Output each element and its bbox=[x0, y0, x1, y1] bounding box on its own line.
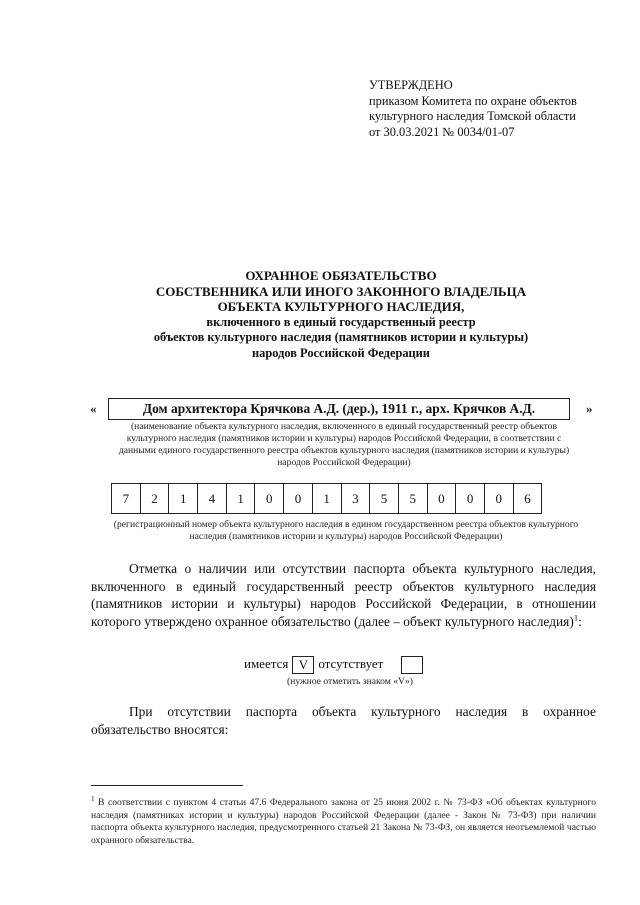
registration-digit[interactable]: 2 bbox=[140, 483, 170, 514]
passport-presence-row bbox=[244, 655, 427, 673]
passport-paragraph bbox=[91, 560, 596, 630]
passport-text-end: : bbox=[578, 613, 582, 629]
registration-digit[interactable]: 0 bbox=[484, 483, 514, 514]
absent-checkbox[interactable] bbox=[401, 656, 423, 674]
registration-digit[interactable]: 3 bbox=[341, 483, 371, 514]
footnote-divider bbox=[91, 785, 243, 786]
present-checkbox[interactable]: V bbox=[292, 656, 314, 674]
passport-text: Отметка о наличии или отсутствии паспорта объекта культурного наследия, включенного в единый государственный реестр объектов культурного наследия (памятников истории и культуры) народов Российской Федерации, в отношении которого утверждено охранное обязательство (далее – объект культурного наследия) bbox=[91, 561, 596, 629]
registration-digit[interactable]: 1 bbox=[168, 483, 198, 514]
approval-heading: УТВЕРЖДЕНО bbox=[369, 78, 453, 92]
title-line-6: народов Российской Федерации bbox=[252, 345, 430, 360]
registration-number-boxes bbox=[112, 483, 542, 513]
footnote-reference: 1 bbox=[573, 612, 579, 623]
registration-digit[interactable]: 0 bbox=[283, 483, 313, 514]
absent-text: При отсутствии паспорта объекта культурного наследия в охранное обязательство вносятся: bbox=[91, 704, 596, 737]
object-name-row bbox=[90, 398, 602, 420]
object-name-field[interactable]: Дом архитектора Крячкова А.Д. (дер.), 1911 г., арх. Крячков А.Д. bbox=[108, 398, 570, 420]
quote-close: » bbox=[586, 401, 593, 416]
title-line-3: ОБЪЕКТА КУЛЬТУРНОГО НАСЛЕДИЯ, bbox=[217, 299, 465, 314]
registration-digit[interactable]: 0 bbox=[427, 483, 457, 514]
registration-digit[interactable]: 6 bbox=[513, 483, 543, 514]
title-line-2: СОБСТВЕННИКА ИЛИ ИНОГО ЗАКОННОГО ВЛАДЕЛЬЦА bbox=[155, 283, 527, 299]
approval-committee-line: культурного наследия Томской области bbox=[369, 109, 576, 123]
approval-order-line: приказом Комитета по охране объектов bbox=[369, 93, 577, 108]
registration-number-caption: (регистрационный номер объекта культурного наследия в едином государственном реестра объектов культурного наследия (памятников истории и культуры) народов Российской Федерации) bbox=[113, 519, 579, 542]
title-line-5: объектов культурного наследия (памятников истории и культуры) bbox=[153, 330, 529, 344]
absent-paragraph bbox=[91, 703, 596, 738]
registration-digit[interactable]: 1 bbox=[312, 483, 342, 514]
object-name-caption: (наименование объекта культурного наследия, включенного в единый государственный реестр объектов культурного наследия (памятников истории и культуры) народов Российской Федерации, в соответствии с данными единого государственного реестра объектов культурного наследия (памятников истории и культуры) народов Российской Федерации) bbox=[118, 421, 570, 468]
registration-digit[interactable]: 5 bbox=[369, 483, 399, 514]
present-label: имеется bbox=[244, 656, 289, 671]
footnote-number: 1 bbox=[91, 795, 95, 803]
title-line-4: включенного в единый государственный реестр bbox=[206, 314, 476, 329]
document-title bbox=[90, 268, 592, 361]
footnote-text: В соответствии с пунктом 4 статьи 47.6 Федерального закона от 25 июня 2002 г. № 73-ФЗ «Об объектах культурного наследия (памятниках истории и культуры) народов Российской Федерации (далее - Закон № 73-ФЗ) при наличии паспорта объекта культурного наследия, предусмотренного статьей 21 Закона № 73-ФЗ, он является неотъемлемой частью охранного обязательства. bbox=[91, 797, 596, 846]
quote-open: « bbox=[90, 401, 97, 416]
approval-date-number: от 30.03.2021 № 0034/01-07 bbox=[369, 124, 515, 139]
registration-digit[interactable]: 0 bbox=[455, 483, 485, 514]
registration-digit[interactable]: 4 bbox=[197, 483, 227, 514]
registration-digit[interactable]: 5 bbox=[398, 483, 428, 514]
footnote bbox=[91, 793, 596, 847]
approval-stamp bbox=[369, 78, 609, 140]
registration-digit[interactable]: 7 bbox=[111, 483, 141, 514]
registration-digit[interactable]: 0 bbox=[254, 483, 284, 514]
absent-label: отсутствует bbox=[318, 656, 384, 671]
mark-caption: (нужное отметить знаком «V») bbox=[287, 676, 413, 687]
registration-digit[interactable]: 1 bbox=[226, 483, 256, 514]
title-line-1: ОХРАННОЕ ОБЯЗАТЕЛЬСТВО bbox=[245, 268, 437, 283]
